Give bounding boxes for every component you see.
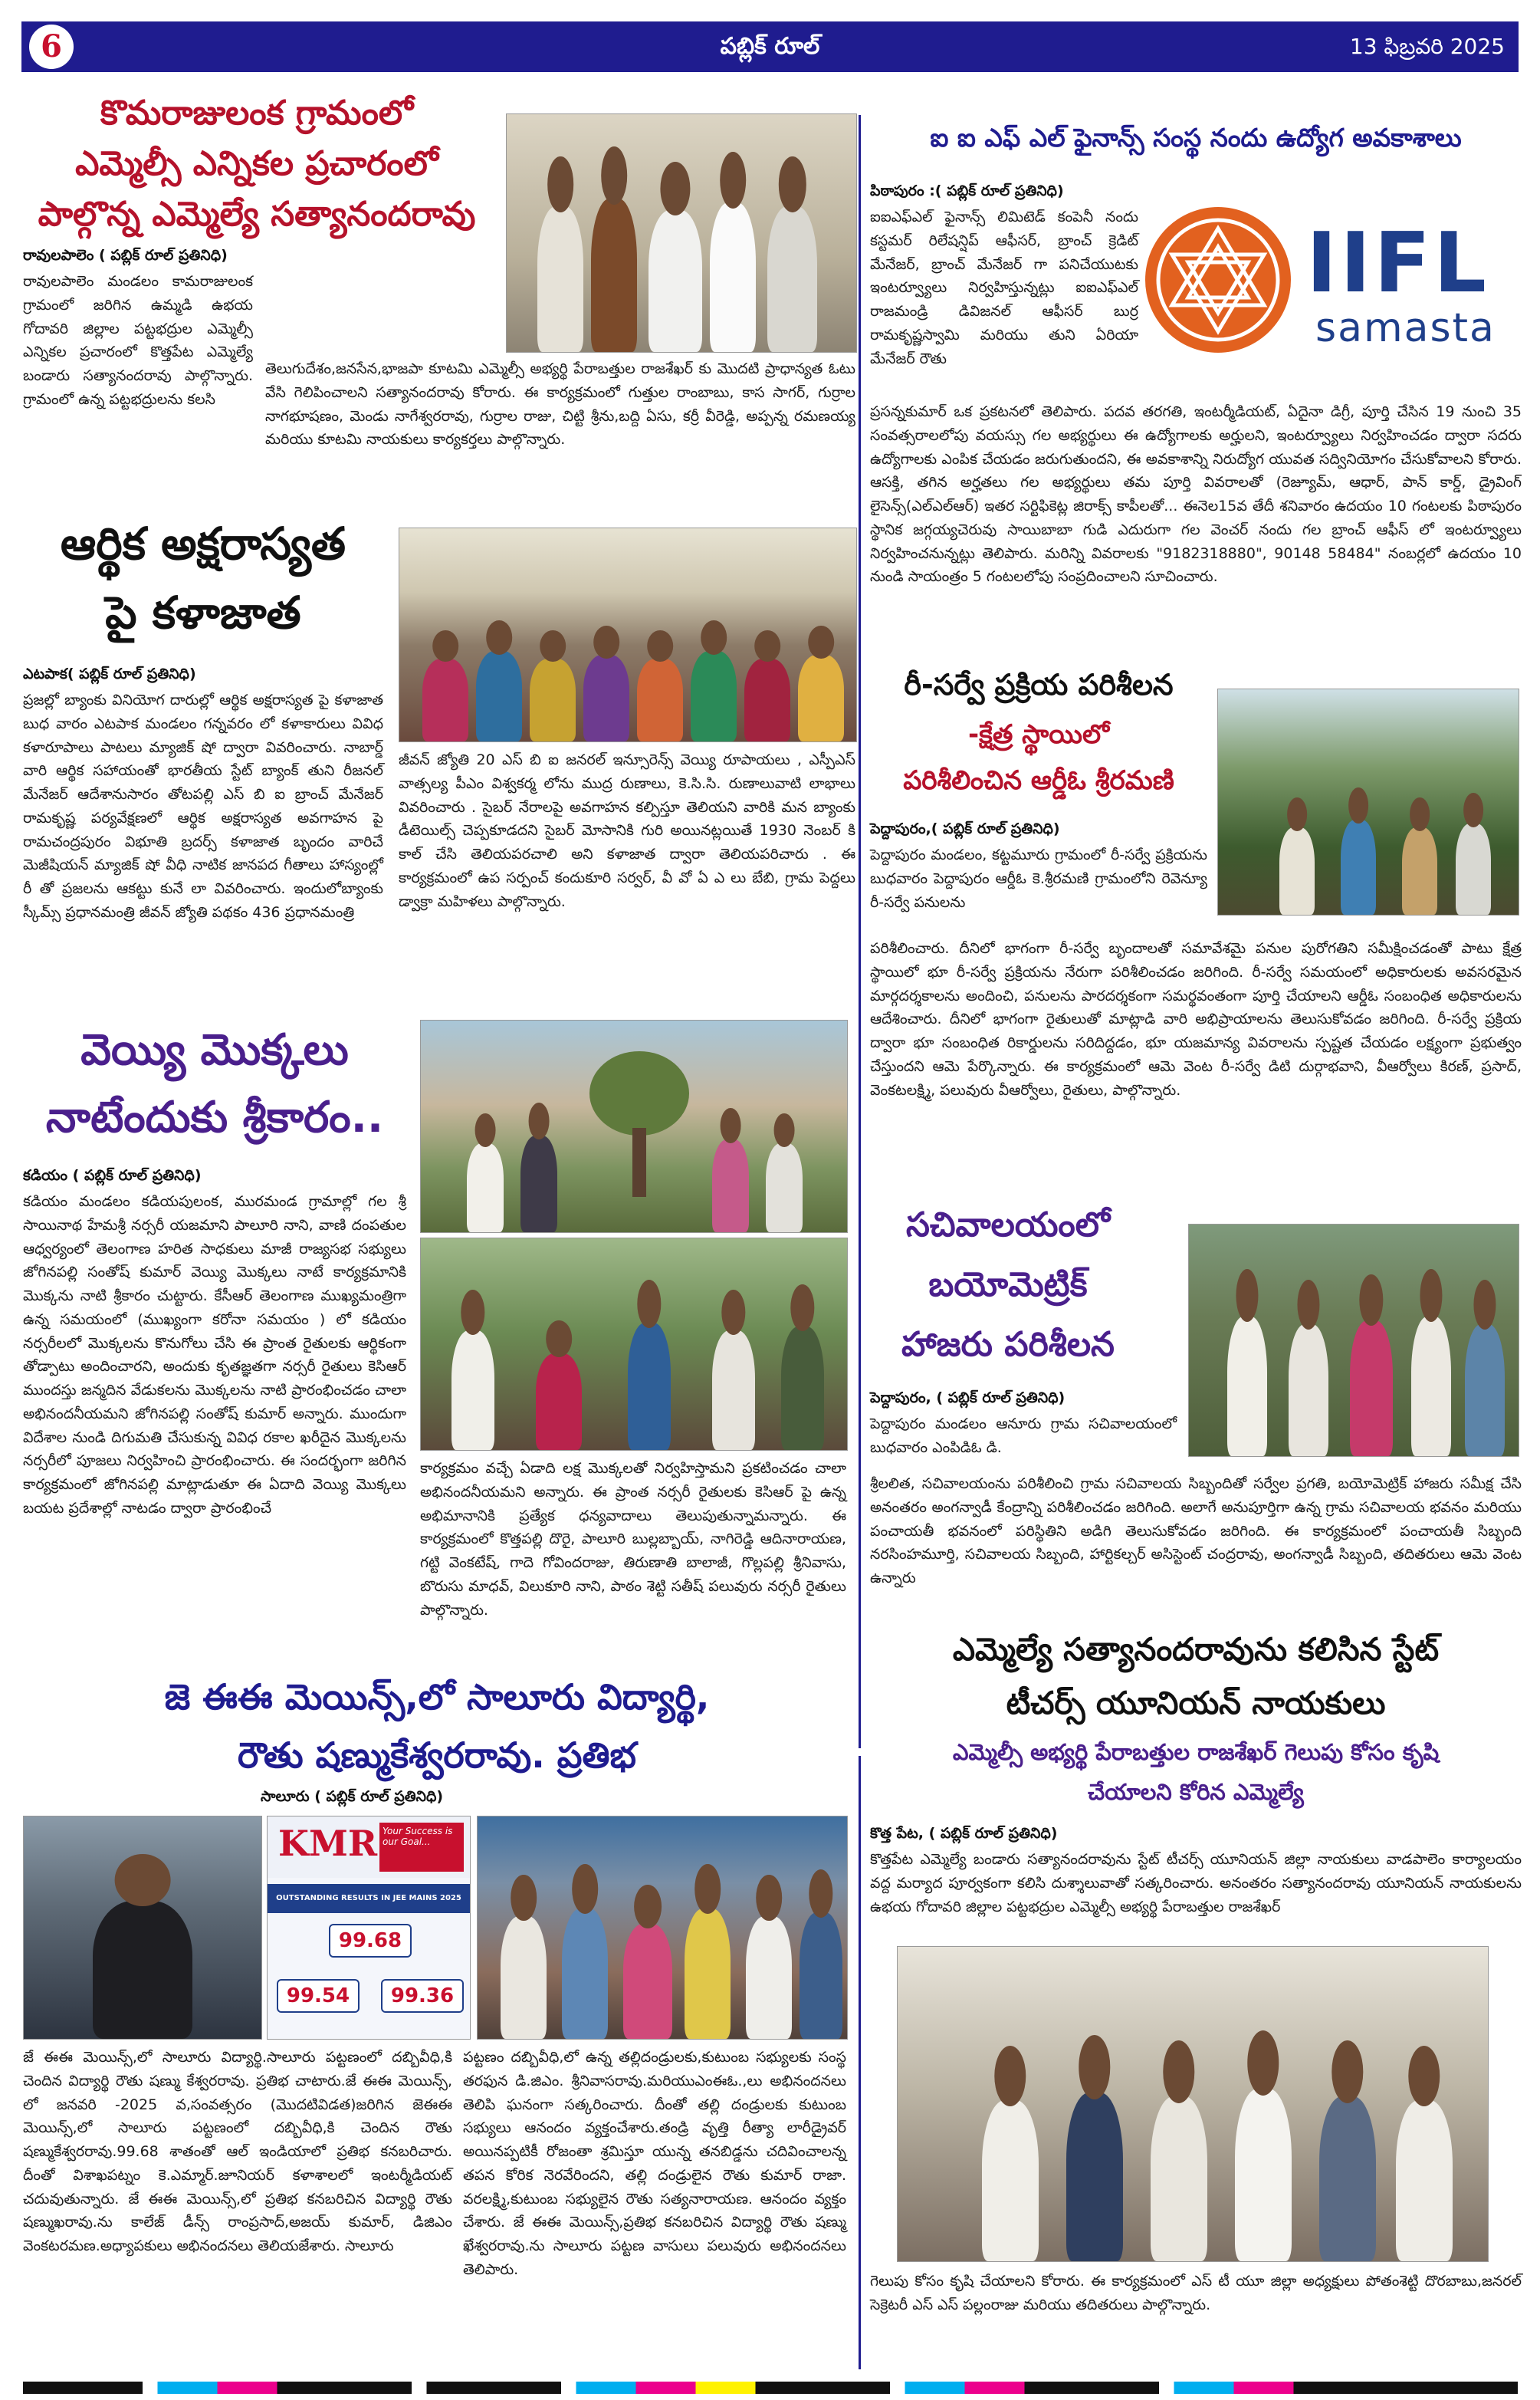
teachers-photo	[897, 1946, 1489, 2262]
jee-headline-2: రౌతు షణ్ముకేశ్వరరావు. ప్రతిభ	[238, 1734, 636, 1776]
column-divider	[859, 1756, 861, 2369]
jee-col-1: జే ఈఈ మెయిన్స్,లో సాలూరు విద్యార్థి.సాలూరు పట్టణంలో దబ్బివీధి,కి చెందిన విద్యార్థి రౌతు షణ్ము కేశ్వరరావు. ప్రతిభ చాటారు.జే ఈఈ మెయిన్స్, లో జనవరి -2025 వ,సంవత్సరం (మొదటివిడత)జరిగిన జెఈఈ మెయిన్స్,లో సాలూరు పట్టణంలో దబ్బివీధి,కి చెందిన రౌతు షణ్ముకేశ్వరరావు.99.68 శాతంతో ఆల్ ఇండియాలో ప్రతిభ కనబరిచారు. దీంతో విశాఖపట్నం కె.ఎమ్మార్.జూనియర్ కళాశాలలో ఇంటర్మీడియట్ చదువుతున్నారు. జే ఈఈ మెయిన్స్,లో ప్రతిభ కనబరిచిన విద్యార్థి రౌతు షణ్ముఖరావు.ను కాలేజ్ డీన్స్ రాంప్రసాద్,అజయ్ కుమార్, డిజిఎం వెంకటరమణ.అధ్యాపకులు అభినందనలు తెలియజేశారు. సాలూరు	[23, 2049, 452, 2255]
kmr-logo: KMR	[278, 1823, 378, 1864]
jee-headline-1: జె ఈఈ మెయిన్స్,లో సాలూరు విద్యార్థి,	[164, 1676, 710, 1718]
kamarajulanka-dateline: రావులపాలెం ( పబ్లిక్ రూల్ ప్రతినిధి)	[23, 247, 228, 264]
kmr-band: OUTSTANDING RESULTS IN JEE MAINS 2025	[268, 1884, 470, 1913]
veyyi-col-2: కార్యక్రమం వచ్చే ఏడాది లక్ష మొక్కలతో నిర్వహిస్తామని ప్రకటించడం చాలా అభినందనీయమని అన్నారు. ఈ ప్రాంత నర్సరీ రైతులకు కెసిఆర్ పై ఉన్న అభిమానానికి ప్రత్యేక ధన్యవాదాలు తెలుపుతున్నామన్నారు. ఈ కార్యక్రమంలో కొత్తపల్లి దొరై, పాలూరి బుల్లబ్బాయ్, నాగిరెడ్డి ఆదినారాయణ, గట్టి వెంకటేష్, గాదె గోవిందరాజు, తిరుణాతి బాలాజీ, గొల్లపల్లి శ్రీనివాసు, బొరుసు మాధవ్, విలుకూరి నాని, పాఠం శెట్టి సతీష్ పలువురు నర్సరీ రైతులు పాల్గొన్నారు.	[420, 1460, 846, 1619]
teachers-headline-1: ఎమ్మెల్యే సత్యానందరావును కలిసిన స్టేట్	[952, 1631, 1440, 1668]
sachivalayam-photo	[1188, 1224, 1519, 1457]
teachers-headline-2: టీచర్స్ యూనియన్ నాయకులు	[1006, 1685, 1386, 1721]
kamarajulanka-photo	[506, 113, 857, 353]
veyyi-photo-top	[420, 1020, 848, 1233]
sachivalayam-dateline: పెద్దాపురం, ( పబ్లిక్ రూల్ ప్రతినిధి)	[870, 1389, 1066, 1406]
resurvey-body: పరిశీలించారు. దీనిలో భాగంగా రీ-సర్వే బృందాలతో సమావేశమై పనుల పురోగతిని సమీక్షించడంతో పాటు క్షేత్ర స్థాయిలో భూ రీ-సర్వే ప్రక్రియను నేరుగా పరిశీలించడం జరిగింది. రీ-సర్వే సమయంలో అధికారులకు అవసరమైన మార్గదర్శకాలను అందించి, పనులను పారదర్శకంగా సమర్థవంతంగా పూర్తి చేయాలని ఆర్డీఓ సంబంధిత అధికారులను ఆదేశించారు. దీనిలో భాగంగా రైతులుతో మాట్లాడి వారి అభిప్రాయాలను తెలుసుకోవడం జరిగింది. రీ-సర్వే ప్రక్రియ ద్వారా భూ సంబంధిత రికార్డులను సరిదిద్దడం, భూ యజమాన్య వివరాలను స్పష్టత చేయడం లక్ష్యంగా ప్రభుత్వం చేస్తుందని ఆమె పేర్కొన్నారు. ఈ కార్యక్రమంలో ఆమె వెంట రీ-సర్వే డిటి దుర్గాభవాని, వీఆర్వోలు కిరణ్, ప్రసాద్, వెంకటలక్ష్మి, పలువురు వీఆర్వోలు, రైతులు, పాల్గొన్నారు.	[870, 940, 1522, 1099]
sachivalayam-body: శ్రీలలిత, సచివాలయంను పరిశీలించి గ్రామ సచివాలయ సిబ్బందితో సర్వేల ప్రగతి, బయోమెట్రిక్ హాజరు సమీక్ష చేసి అనంతరం అంగన్వాడీ కేంద్రాన్ని పరిశీలించడం జరిగింది. అలాగే అనుపూర్తిగా ఉన్న గ్రామ సచివాలయ భవనం మరియు పంచాయతీ భవనంలో పరిస్థితిని అడిగి తెలుసుకోవడం జరిగింది. ఈ కార్యక్రమంలో పంచాయతీ సిబ్బంది నరసింహమూర్తి, సచివాలయ సిబ్బంది, హార్టికల్చర్ అసిస్టెంట్ చంద్రరావు, అంగన్వాడీ సిబ్బంది, తదితరులు ఆమె వెంట ఉన్నారు	[870, 1475, 1522, 1587]
resurvey-col-1: పెద్దాపురం మండలం, కట్టమూరు గ్రామంలో రీ-సర్వే ప్రక్రియను బుధవారం పెద్దాపురం ఆర్డీఓ కె.శ్రీరమణి గ్రామంలోని రెవెన్యూ రీ-సర్వే పనులను	[870, 847, 1207, 911]
masthead	[21, 21, 1519, 72]
arthika-dateline: ఎటపాక( పబ్లిక్ రూల్ ప్రతినిధి)	[23, 666, 196, 682]
iifl-logo-text: IIFL	[1306, 215, 1489, 311]
kmr-tagline: Your Success is our Goal...	[379, 1823, 464, 1872]
arthika-photo	[399, 528, 857, 742]
tree-icon	[589, 1051, 689, 1136]
teachers-subhead-1: ఎమ్మెల్సీ అభ్యర్థి పేరాబత్తుల రాజశేఖర్ గెలుపు కోసం కృషి	[952, 1739, 1440, 1765]
jee-student-photo	[23, 1816, 262, 2040]
veyyi-dateline: కడియం ( పబ్లిక్ రూల్ ప్రతినిధి)	[23, 1167, 202, 1184]
sachivalayam-headline-1: సచివాలయంలో	[905, 1205, 1111, 1244]
column-divider	[859, 115, 861, 1748]
teachers-footer: గెలుపు కోసం కృషి చేయాలని కోరారు. ఈ కార్యక్రమంలో ఎస్ టీ యూ జిల్లా అధ్యక్షులు పోతంశెట్టి దొరబాబు,జనరల్ సెక్రెటరీ ఎస్ ఎస్ పల్లంరాజు మరియు తదితరులు పాల్గొన్నారు.	[870, 2273, 1522, 2313]
kmr-score-2: 99.54	[277, 1979, 360, 2013]
iifl-logo	[1145, 207, 1515, 360]
iifl-dateline: పిఠాపురం :( పబ్లిక్ రూల్ ప్రతినిధి)	[870, 182, 1064, 199]
kmr-score-1: 99.68	[329, 1924, 412, 1958]
kamarajulanka-col-1: రావులపాలెం మండలం కామరాజులంక గ్రామంలో జరిగిన ఉమ్మడి ఉభయ గోదావరి జిల్లాల పట్టభద్రుల ఎమ్మెల్సీ ఎన్నికల ప్రచారంలో కొత్తపేట ఎమ్మెల్యే బండారు సత్యానందరావు పాల్గొన్నారు. గ్రామంలో ఉన్న పట్టభద్రులను కలసి	[23, 273, 253, 408]
veyyi-headline-2: నాటేందుకు శ్రీకారం..	[45, 1093, 384, 1142]
veyyi-headline-1: వెయ్యి మొక్కలు	[80, 1025, 349, 1075]
iifl-headline: ఐ ఐ ఎఫ్ ఎల్ ఫైనాన్స్ సంస్థ నందు ఉద్యోగ అవకాశాలు	[930, 123, 1462, 153]
arthika-headline-1: ఆర్థిక అక్షరాస్యత	[60, 518, 346, 570]
page-number: 6	[29, 25, 74, 69]
iifl-intro: ఐఐఎఫ్ఎల్ ఫైనాన్స్ లిమిటెడ్ కంపెనీ నందు కస్టమర్ రిలేషన్షిప్ ఆఫీసర్, బ్రాంచ్ క్రెడిట్ మేనేజర్, బ్రాంచ్ మేనేజర్ గా పనిచేయుటకు ఇంటర్వ్యూలు నిర్వహిస్తున్నట్లు ఐఐఎఫ్ఎల్ రాజమండ్రి డివిజనల్ ఆఫీసర్ బుర్ర రామకృష్ణస్వామి మరియు తుని ఏరియా మేనేజర్ రౌతు	[870, 209, 1138, 367]
veyyi-photo-bottom	[420, 1238, 848, 1451]
teachers-subhead-2: చేయాలని కోరిన ఎమ్మెల్యే	[1088, 1779, 1304, 1805]
arthika-col-2: జీవన్ జ్యోతి 20 ఎస్ బి ఐ జనరల్ ఇన్సూరెన్స్ వెయ్యి రూపాయలు , ఎస్పీఎస్ వాత్సల్య పీఎం విశ్వకర్మ లోను ముద్ర రుణాలు, కె.సి.సి. రుణాలువాటి లాభాలు వివరించారు . సైబర్ నేరాలపై అవగాహన కల్పిస్తూ తెలియని వారికి మన బ్యాంకు డీటెయిల్స్ చెప్పకూడదని సైబర్ మోసానికి గురి అయినట్లయితే 1930 నెంబర్ కి కాల్ చేసి తెలియపరచాలి అని కళాజాత ద్వారా తెలియపరిచారు . ఈ కార్యక్రమంలో ఉప సర్పంచ్ కందుకూరి సర్వర్, వీ వో ఏ ఎ లు బేబి, గ్రామ పెద్దలు డ్వాక్రా మహిళలు పాల్గొన్నారు.	[399, 751, 855, 910]
kmr-advertisement	[267, 1816, 471, 2040]
sachivalayam-headline-2: బయోమెట్రిక్	[928, 1265, 1088, 1304]
iifl-logo-subtext: samasta	[1315, 305, 1496, 351]
kamarajulanka-headline-3: పాల్గొన్న ఎమ్మెల్యే సత్యానందరావు	[38, 195, 476, 234]
jee-col-2: పట్టణం దబ్బివీధి,లో ఉన్న తల్లిదండ్రులకు,కుటుంబ సభ్యులకు సంస్థ తరఫున డి.జిఎం. శ్రీనివాసరావు.మరియుఎంఈఓ.,లు అభినందనలు తెలిపి ఘనంగా సత్కరించారు. దీంతో తల్లి దండ్రులకు కుటుంబ సభ్యులు ఆనందం వ్యక్తంచేశారు.తండ్రి వృత్తి రీత్యా లారీడ్రైవర్ అయినప్పటికీ రోజంతా శ్రమిస్తూ యున్న తనబిడ్డను చదివించాలన్న తపన కోరిక నెరవేరిందని, తల్లి దండ్రులైన రౌతు కుమార్ రాజా. వరలక్ష్మి,కుటుంబ సభ్యులైన రౌతు సత్యనారాయణ. ఆనందం వ్యక్తం చేశారు. జే ఈఈ మెయిన్స్,ప్రతిభ కనబరిచిన విద్యార్థి రౌతు షణ్ము ఖేశ్వరరావు.ను సాలూరు పట్టణ వాసులు పలువురు అభినందనలు తెలిపారు.	[463, 2049, 846, 2278]
kmr-score-3: 99.36	[381, 1979, 464, 2013]
sachivalayam-col-1: పెద్దాపురం మండలం ఆనూరు గ్రామ సచివాలయంలో బుధవారం ఎంపిడిఓ డి.	[870, 1415, 1177, 1456]
sri-yantra-icon	[1145, 207, 1291, 353]
resurvey-headline-1: రీ-సర్వే ప్రక్రియ పరిశీలన	[904, 668, 1174, 702]
resurvey-photo	[1217, 689, 1519, 916]
iifl-body: ప్రసన్నకుమార్ ఒక ప్రకటనలో తెలిపారు. పదవ తరగతి, ఇంటర్మీడియట్, ఏదైనా డిగ్రీ, పూర్తి చేసిన 19 నుంచి 35 సంవత్సరాలలోపు వయస్సు గల అభ్యర్థులు ఈ ఉద్యోగాలకు అర్హులని, ఇంటర్వ్యూలు నిర్వహించడం ద్వారా సదరు ఉద్యోగాలకు ఎంపిక చేయడం జరుగుతుందని, ఈ అవకాశాన్ని నిరుద్యోగ యువత సద్వినియోగం చేసుకోవాలని కోరారు. ఆసక్తి, తగిన అర్హతలు గల అభ్యర్థులు తమ పూర్తి వివరాలతో (రెజ్యూమ్, ఆధార్, పాన్ కార్డ్, డ్రైవింగ్ లైసెన్స్(ఎల్ఎల్ఆర్) ఇతర సర్టిఫికెట్ల జిరాక్స్ కాపీలతో... ఈనెల15వ తేదీ శనివారం ఉదయం 10 గంటలకు పిఠాపురం స్థానిక జగ్గయ్యచెరువు సాయిబాబా గుడి ఎదురుగా గల వెంచర్ నందు గల బ్రాంచ్ ఆఫీస్ లో ఇంటర్వ్యూలు నిర్వహించనున్నట్లు తెలిపారు. మరిన్ని వివరాలకు "9182318880", 90148 58484" నంబర్లలో ఉదయం 10 నుండి సాయంత్రం 5 గంటలలోపు సంప్రదించాలని సూచించారు.	[870, 403, 1522, 586]
sachivalayam-headline-3: హాజరు పరిశీలన	[901, 1325, 1115, 1364]
kamarajulanka-headline-1: కొమరాజులంక గ్రామంలో	[100, 94, 414, 133]
resurvey-headline-3: పరిశీలించిన ఆర్డీఓ శ్రీరమణి	[903, 765, 1174, 796]
jee-felicitation-photo	[477, 1816, 848, 2040]
teachers-dateline: కొత్త పేట, ( పబ్లిక్ రూల్ ప్రతినిధి)	[870, 1825, 1058, 1842]
teachers-body: కొత్తపేట ఎమ్మెల్యే బండారు సత్యానందరావును స్టేట్ టీచర్స్ యూనియన్ జిల్లా నాయకులు వాడపాలెం కార్యాలయం వద్ద మర్యాద పూర్వకంగా కలిసి దుశ్శాలువాతో సత్కరించారు. అనంతరం సత్యానందరావు యూనియన్ నాయకులను ఉభయ గోదావరి జిల్లాల పట్టభద్రుల ఎమ్మెల్సీ అభ్యర్థి పేరాబత్తుల రాజశేఖర్	[870, 1851, 1522, 1915]
arthika-headline-2: పై కళాజాత	[105, 587, 301, 639]
print-color-bar	[23, 2382, 1518, 2394]
veyyi-col-1: కడియం మండలం కడియపులంక, మురమండ గ్రామాల్లో గల శ్రీ సాయినాథ హేమశ్రీ నర్సరీ యజమాని పాలూరి నాని, వాణి దంపతుల ఆధ్వర్యంలో తెలంగాణ హరిత సాధకులు మాజీ రాజ్యసభ సభ్యులు జోగినపల్లి సంతోష్ కుమార్ వెయ్యి మొక్కలు నాటే కార్యక్రమానికి మొక్కను నాటి శ్రీకారం చుట్టారు. కేసీఆర్ తెలంగాణ ముఖ్యమంత్రిగా ఉన్న సమయంలో (ముఖ్యంగా కరోనా సమయం ) లో కడియం నర్సరీలలో మొక్కలను కొనుగోలు చేసి ఈ ప్రాంత రైతులకు ఆర్థికంగా తోడ్పాటు అందించారని, అందుకు కృతజ్ఞతగా నర్సరీ రైతులు కెసిఆర్ ముందస్తు జన్మదిన వేడుకలను మొక్కలను నాటి ప్రారంభించడం చాలా అభినందనీయమని జోగినపల్లి సంతోష్ కుమార్ అన్నారు. ముందుగా విదేశాల నుండి దిగుమతి చేసుకున్న వివిధ రకాల ఖరీదైన మొక్కలను నర్సరీలో పూజలు నిర్వహించి ప్రారంభించారు. ఈ సందర్భంగా జరిగిన కార్యక్రమంలో జోగినపల్లి మాట్లాడుతూ ఈ ఏదాది వెయ్యి మొక్కలు బయట ప్రదేశాల్లో నాటడం ద్వారా ప్రారంభించే	[23, 1193, 406, 1517]
jee-dateline: సాలూరు ( పబ్లిక్ రూల్ ప్రతినిధి)	[261, 1788, 444, 1805]
kamarajulanka-col-2: తెలుగుదేశం,జనసేన,భాజపా కూటమి ఎమ్మెల్సీ అభ్యర్థి పేరాబత్తుల రాజశేఖర్ కు మొదటి ప్రాధాన్యత ఓటు వేసి గెలిపించాలని సత్యానందరావు కోరారు. ఈ కార్యక్రమంలో గుత్తుల రాంబాబు, కాస సాగర్, గుర్రాల నాగభూషణం, మెండు నాగేశ్వరరావు, గుర్రాల రాజు, చిట్టి శ్రీను,బద్ది ఏసు, కర్రీ వీరెడ్డి, అప్పన్న రమణయ్య మరియు కూటమి నాయకులు కార్యకర్తలు పాల్గొన్నారు.	[265, 360, 855, 449]
kamarajulanka-headline-2: ఎమ్మెల్సీ ఎన్నికల ప్రచారంలో	[75, 144, 438, 183]
resurvey-dateline: పెద్దాపురం,( పబ్లిక్ రూల్ ప్రతినిధి)	[870, 820, 1060, 837]
resurvey-headline-2: -క్షేత్ర స్థాయిలో	[968, 719, 1109, 750]
issue-date: 13 ఫిబ్రవరి 2025	[1349, 34, 1505, 59]
paper-name: పబ్లిక్ రూల్	[720, 33, 820, 60]
arthika-col-1: ప్రజల్లో బ్యాంకు వినియోగ దారుల్లో ఆర్థిక అక్షరాస్యత పై కళాజాత బుధ వారం ఎటపాక మండలం గన్నవరం లో కళాకారులు వివిధ కళారూపాలు పాటలు మ్యాజిక్ షో ద్వారా వివరించారు. నాబార్డ్ వారి ఆర్థిక సహాయంతో భారతీయ స్టేట్ బ్యాంక్ తుని రీజనల్ మేనేజర్ ఆదేశానుసారం తోటపల్లి ఎస్ బి ఐ బ్రాంచ్ మేనేజర్ రామకృష్ణ పర్యవేక్షణలో ఆర్థిక అక్షరాస్యత అవగాహన పై రామచంద్రపురం విభూతి బ్రదర్స్ కళాజాత బృందం వారిచే మెజీషియన్ మ్యాజిక్ షో వీధి నాటిక జానపద గీతాలు హాస్యంల్లో రీ తో ప్రజలను ఆకట్టు కునే లా వివరించారు. ఇందులోబ్యాంకు స్కీమ్స్ ప్రధానమంత్రి జీవన్ జ్యోతి పథకం 436 ప్రధానమంత్రి	[23, 692, 383, 921]
